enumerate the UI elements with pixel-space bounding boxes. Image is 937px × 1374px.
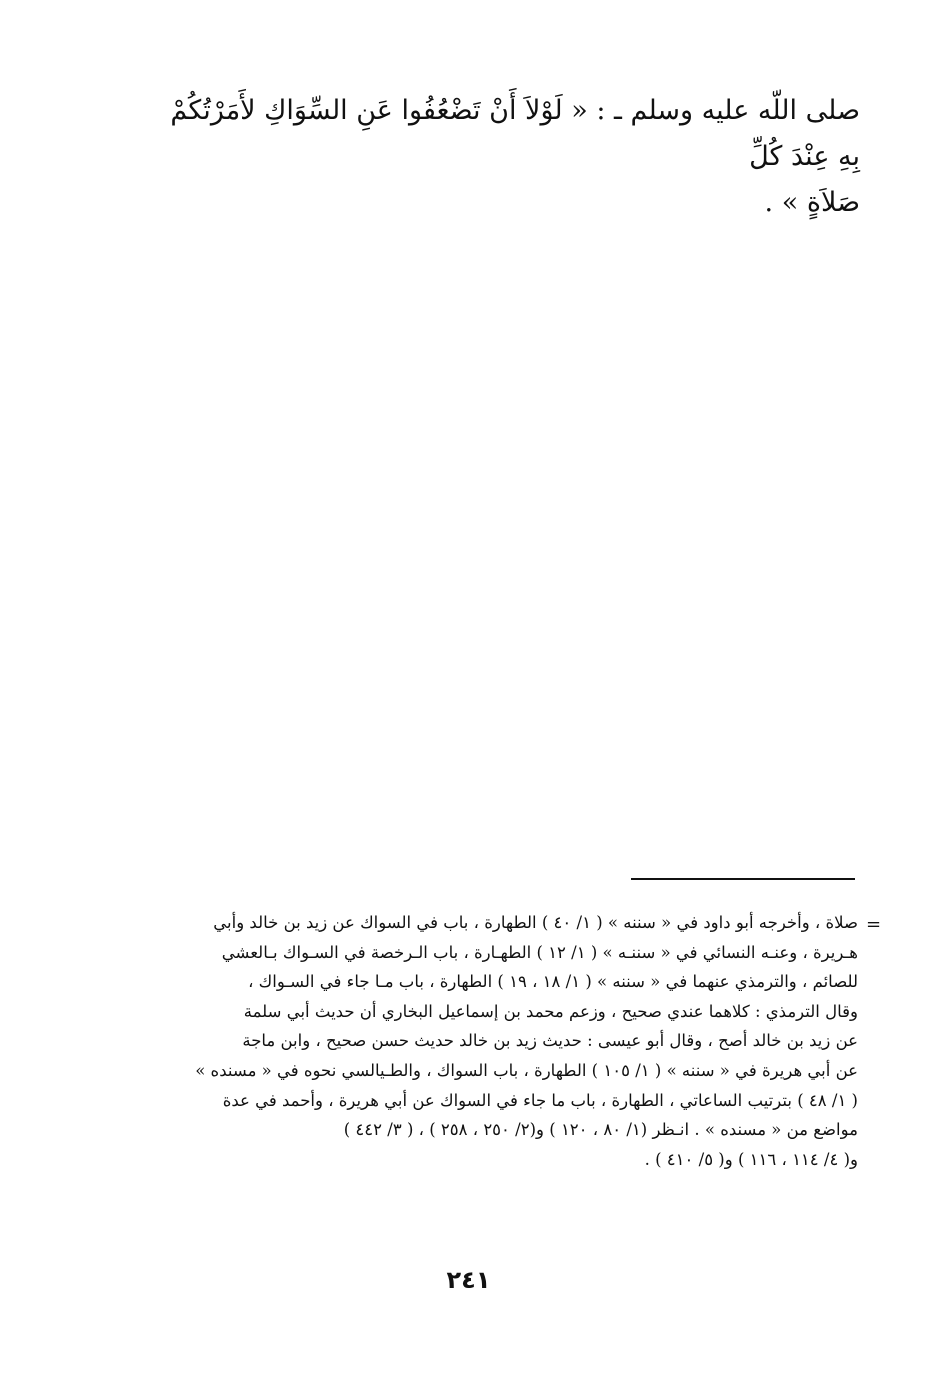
- footnote-line: عن أبي هريرة في « سننه » ( ١/ ١٠٥ ) الطهارة ، باب السواك ، والطـيالسي نحوه في « مسنده »: [195, 1060, 858, 1080]
- footnote-line: هـريرة ، وعنـه النسائي في « سننـه » ( ١/ ١٢ ) الطهـارة ، باب الـرخصة في السـواك بـالعشي: [221, 942, 858, 962]
- footnote-line: للصائم ، والترمذي عنهما في « سننه » ( ١/ ١٨ ، ١٩ ) الطهارة ، باب مـا جاء في السـواك ،: [248, 972, 858, 992]
- footnote-continuation-mark: =: [866, 914, 882, 935]
- main-text-line: صَلاَةٍ » .: [764, 187, 860, 218]
- footnote-line: ( ١/ ٤٨ ) بترتيب الساعاتي ، الطهارة ، باب ما جاء في السواك عن أبي هريرة ، وأحمد في عدة: [222, 1090, 858, 1110]
- footnote-line: مواضع من « مسنده » . انـظر (١/ ٨٠ ، ١٢٠ ) و(٢/ ٢٥٠ ، ٢٥٨ ) ، ( ٣/ ٤٤٢ ): [343, 1120, 858, 1140]
- footnote: [140, 908, 858, 1174]
- footnote-line: صلاة ، وأخرجه أبو داود في « سننه » ( ١/ ٤٠ ) الطهارة ، باب في السواك عن زيد بن خالد وأبي: [213, 913, 858, 932]
- footnote-line: عن زيد بن خالد أصح ، وقال أبو عيسى : حديث زيد بن خالد حديث حسن صحيح ، وابن ماجة: [242, 1031, 858, 1051]
- main-text-line: صلى اللّه عليه وسلم ـ : « لَوْلاَ أَنْ تَضْعُفُوا عَنِ السِّوَاكِ لأَمَرْتُكُمْ بِهِ عِنْدَ كُلِّ: [170, 95, 860, 172]
- footnote-separator: [631, 878, 855, 880]
- footnote-line: و( ٤/ ١١٤ ، ١١٦ ) و( ٥/ ٤١٠ ) .: [644, 1149, 858, 1169]
- footnote-line: وقال الترمذي : كلاهما عندي صحيح ، وزعم محمد بن إسماعيل البخاري أن حديث أبي سلمة: [243, 1001, 858, 1021]
- main-text: [140, 88, 860, 226]
- page-number: ٢٤١: [446, 1266, 491, 1294]
